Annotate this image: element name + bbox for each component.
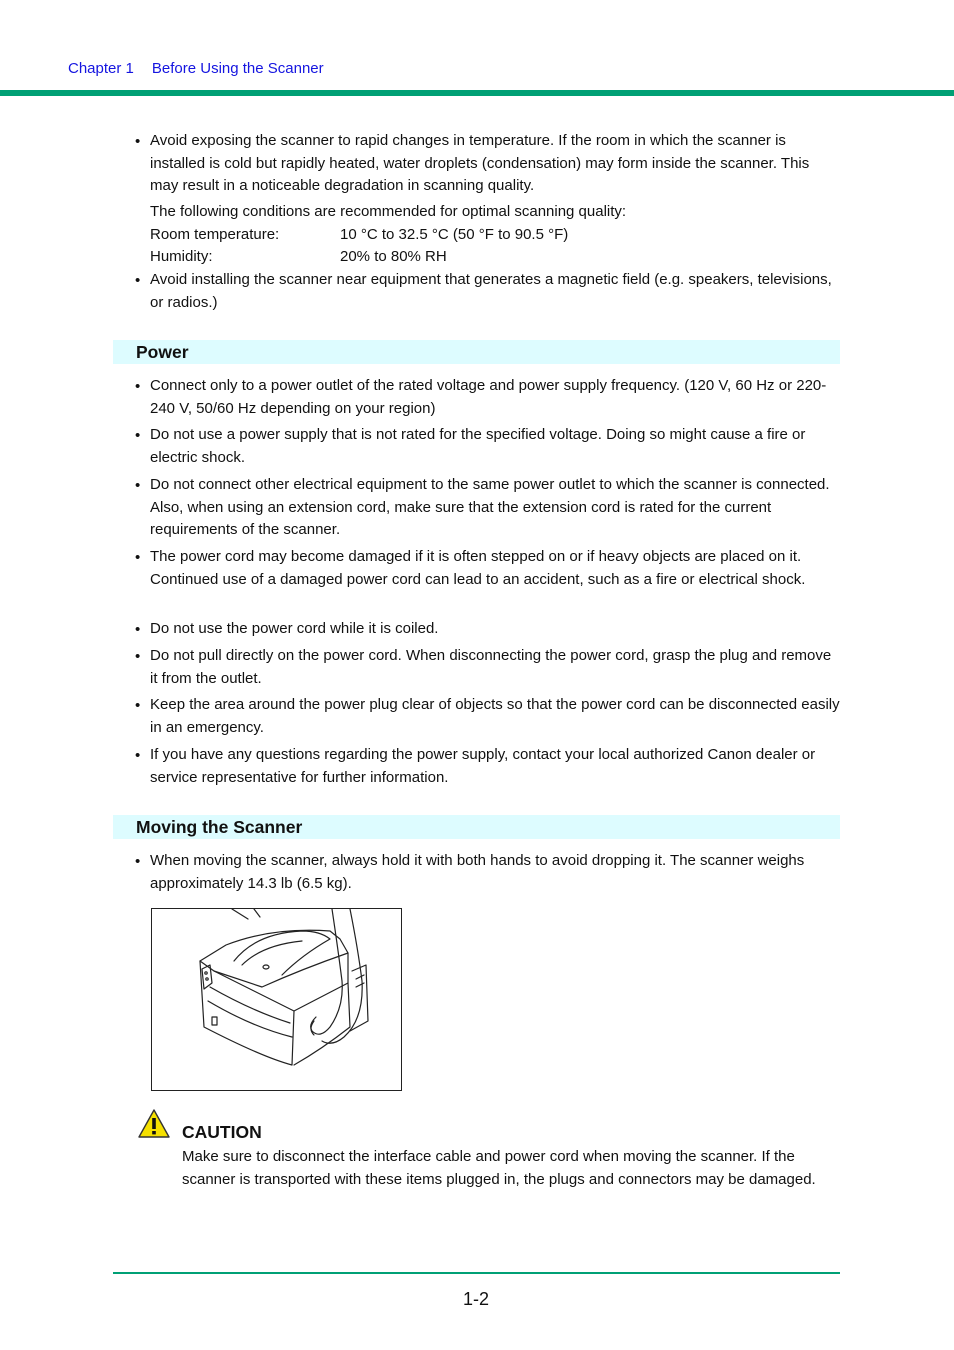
bullet-marker: •	[135, 272, 141, 289]
footer-divider	[113, 1272, 840, 1274]
scanner-carry-icon	[152, 909, 401, 1090]
chapter-label: Chapter 1	[68, 60, 134, 77]
condition-value: 20% to 80% RH	[340, 248, 447, 265]
list-item: Do not connect other electrical equipment to the same power outlet to which the scanner is connected. Also, when using an extension cord, make sure that the extension cord is rated for the current requirements of the scanner.	[150, 476, 830, 538]
page-number: 1-2	[463, 1289, 490, 1309]
bullet-marker: •	[135, 477, 141, 494]
list-item: Do not use a power supply that is not rated for the specified voltage. Doing so might cause a fire or electric shock.	[150, 426, 806, 466]
bullet-marker: •	[135, 853, 141, 870]
breadcrumb[interactable]	[68, 60, 324, 77]
bullet-marker: •	[135, 378, 141, 395]
list-item: When moving the scanner, always hold it with both hands to avoid dropping it. The scanner weighs approximately 14.3 lb (6.5 kg).	[150, 852, 805, 892]
list-item: The power cord may become damaged if it is often stepped on or if heavy objects are placed on it. Continued use of a damaged power cord can lead to an accident, such as a fire or electrical shock.	[150, 548, 806, 588]
bullet-marker: •	[135, 697, 141, 714]
bullet-marker: •	[135, 549, 141, 566]
chapter-title: Before Using the Scanner	[151, 60, 324, 77]
list-item: Keep the area around the power plug clear of objects so that the power cord can be disconnected easily in an emergency.	[150, 696, 840, 736]
bullet-marker: •	[135, 747, 141, 764]
condition-value: 10 °C to 32.5 °C (50 °F to 90.5 °F)	[340, 226, 569, 243]
conditions-intro: The following conditions are recommended for optimal scanning quality:	[150, 203, 627, 220]
section-title: Moving the Scanner	[136, 817, 303, 837]
list-item: Avoid installing the scanner near equipment that generates a magnetic field (e.g. speakers, televisions, or radios.)	[150, 271, 832, 311]
warning-triangle-icon	[137, 1108, 171, 1140]
caution-title: CAUTION	[182, 1122, 262, 1142]
condition-label: Humidity:	[150, 248, 213, 265]
list-item: Connect only to a power outlet of the rated voltage and power supply frequency. (120 V, 60 Hz or 220-240 V, 50/60 Hz depending on your region)	[150, 377, 827, 417]
list-item: If you have any questions regarding the power supply, contact your local authorized Canon dealer or service representative for further information.	[150, 746, 816, 786]
condition-label: Room temperature:	[150, 226, 280, 243]
section-header-moving	[113, 815, 840, 839]
bullet-marker: •	[135, 621, 141, 638]
section-title: Power	[136, 342, 189, 362]
bullet-marker: •	[135, 427, 141, 444]
caution-text: Make sure to disconnect the interface cable and power cord when moving the scanner. If the scanner is transported with these items plugged in, the plugs and connectors may be damaged.	[182, 1148, 816, 1188]
header-divider	[0, 90, 954, 96]
scanner-illustration	[151, 908, 402, 1091]
list-item: Do not use the power cord while it is coiled.	[150, 620, 439, 637]
list-item: Do not pull directly on the power cord. When disconnecting the power cord, grasp the plug and remove it from the outlet.	[150, 647, 832, 687]
bullet-marker: •	[135, 648, 141, 665]
section-header-power	[113, 340, 840, 364]
bullet-marker: •	[135, 133, 141, 150]
list-item: Avoid exposing the scanner to rapid changes in temperature. If the room in which the scanner is installed is cold but rapidly heated, water droplets (condensation) may form inside the scanner. This may result in a noticeable degradation in scanning quality.	[150, 132, 810, 194]
